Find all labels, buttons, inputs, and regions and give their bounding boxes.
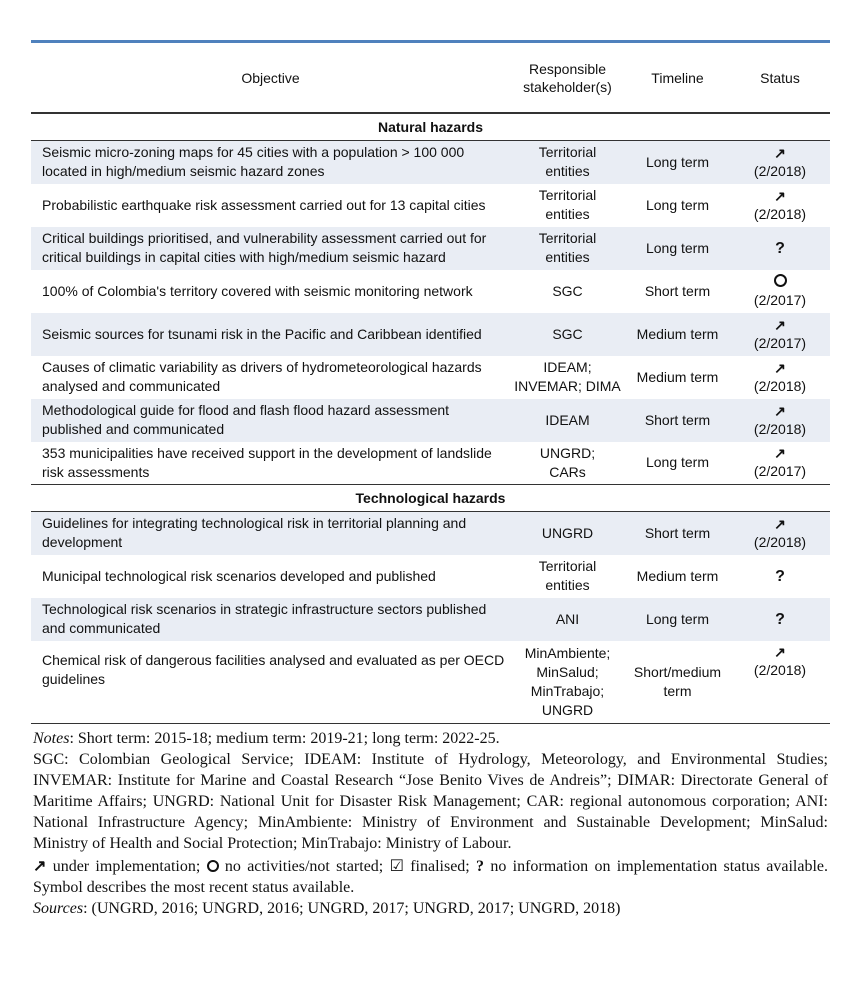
table-row: [31, 555, 830, 598]
status-date: (2/2018): [753, 420, 807, 437]
objective-cell: Technological risk scenarios in strategic infrastructure sectors published and communicated: [31, 598, 510, 641]
arrow-up-right-icon: ↗: [774, 515, 786, 532]
question-icon: ?: [476, 858, 485, 875]
timeline-cell: Short term: [625, 399, 730, 442]
checkbox-checked-icon: ☑: [389, 858, 404, 875]
status-cell: [730, 227, 830, 270]
objective-cell: Seismic sources for tsunami risk in the Pacific and Caribbean identified: [31, 313, 510, 356]
objective-cell: Methodological guide for flood and flash flood hazard assessment published and communicated: [31, 399, 510, 442]
status-cell: [730, 442, 830, 485]
notes-line: Notes: Short term: 2015-18; medium term: 2019-21; long term: 2022-25.: [33, 730, 500, 747]
question-icon: ?: [775, 567, 785, 585]
status-cell: [730, 184, 830, 227]
status-cell: [730, 555, 830, 598]
status-date: (2/2018): [753, 377, 807, 394]
status-cell: [730, 598, 830, 641]
timeline-cell: Short term: [625, 512, 730, 555]
timeline-cell: Medium term: [636, 567, 719, 584]
timeline-cell: Long term: [645, 196, 710, 213]
question-icon: ?: [775, 610, 785, 628]
status-date: (2/2018): [753, 205, 807, 222]
table-row: [31, 399, 830, 442]
arrow-up-right-icon: ↗: [774, 445, 786, 462]
stakeholder-cell: IDEAM: [510, 399, 625, 442]
header-timeline: Timeline: [625, 43, 730, 113]
circle-icon: [207, 860, 219, 872]
objective-cell: Municipal technological risk scenarios developed and published: [42, 567, 436, 584]
arrow-up-right-icon: ↗: [774, 402, 786, 419]
status-date: (2/2017): [753, 292, 807, 308]
objective-cell: Guidelines for integrating technological risk in territorial planning and development: [31, 512, 510, 555]
arrow-up-right-icon: ↗: [33, 858, 47, 875]
table-row: [31, 313, 830, 356]
symbol-legend: ↗ under implementation; no activities/not started; ☑ finalised; ? no information on implementation status available. Symbol describes the most recent status available.: [33, 858, 828, 896]
stakeholder-cell: Territorial entities: [510, 141, 625, 184]
question-icon: ?: [775, 239, 785, 257]
timeline-cell: Medium term: [625, 313, 730, 356]
status-table-container: [31, 40, 830, 724]
table-row: [31, 442, 830, 485]
table-notes: [33, 728, 828, 919]
status-date: (2/2017): [753, 334, 807, 351]
arrow-up-right-icon: ↗: [774, 316, 786, 333]
arrow-up-right-icon: ↗: [774, 643, 786, 660]
section-natural-hazards: [31, 113, 830, 141]
table-row: [31, 356, 830, 399]
timeline-cell: Long term: [625, 141, 730, 184]
stakeholder-cell: SGC: [552, 282, 583, 299]
arrow-up-right-icon: ↗: [774, 359, 786, 376]
objective-cell: 100% of Colombia's territory covered with seismic monitoring network: [42, 282, 473, 299]
table-row: [31, 641, 830, 724]
table-row: [31, 141, 830, 184]
status-cell: [730, 313, 830, 356]
status-date: (2/2018): [753, 162, 807, 179]
section-title: Natural hazards: [31, 113, 830, 141]
abbreviations-note: SGC: Colombian Geological Service; IDEAM: Institute of Hydrology, Meteorology, and Environmental Studies; INVEMAR: Institute for Marine and Coastal Research “Jose Benito Vives de Andreis”; DIMAR: Directorate General of Maritime Affairs; UNGRD: National Unit for Disaster Risk Management; CAR: regional autonomous corporation; ANI: National Infrastructure Agency; MinAmbiente: Ministry of Environment and Sustainable Development; MinSalud: Ministry of Health and Social Protection; MinTrabajo: Ministry of Labour.: [33, 751, 828, 852]
status-cell: [730, 512, 830, 555]
objective-cell: Chemical risk of dangerous facilities analysed and evaluated as per OECD guidelines: [31, 641, 510, 724]
header-objective: Objective: [31, 43, 510, 113]
circle-icon: [774, 274, 787, 287]
sources-line: Sources: (UNGRD, 2016; UNGRD, 2016; UNGRD, 2017; UNGRD, 2017; UNGRD, 2018): [33, 900, 621, 917]
status-cell: [730, 356, 830, 399]
timeline-cell: Short/medium term: [625, 641, 730, 724]
header-stakeholder: Responsible stakeholder(s): [510, 43, 625, 113]
status-cell: [730, 399, 830, 442]
status-cell: [730, 270, 830, 313]
table-row: [31, 270, 830, 313]
timeline-cell: Medium term: [636, 368, 719, 385]
status-cell: [730, 141, 830, 184]
status-date: (2/2017): [753, 463, 807, 480]
status-date: (2/2018): [753, 533, 807, 550]
section-title: Technological hazards: [31, 485, 830, 512]
timeline-cell: Short term: [644, 282, 711, 299]
stakeholder-cell: Territorial entities: [538, 187, 597, 222]
stakeholder-cell: Territorial entities: [510, 227, 625, 270]
table-row: [31, 598, 830, 641]
objective-cell: 353 municipalities have received support in the development of landslide risk assessments: [42, 444, 492, 480]
stakeholder-cell: ANI: [510, 598, 625, 641]
section-technological-hazards: [31, 485, 830, 512]
status-cell: [730, 641, 830, 724]
timeline-cell: Long term: [625, 598, 730, 641]
table-row: [31, 184, 830, 227]
stakeholder-cell: SGC: [510, 313, 625, 356]
objective-cell: Critical buildings prioritised, and vulnerability assessment carried out for critical buildings in capital cities with high/medium seismic hazard: [31, 227, 510, 270]
timeline-cell: Long term: [645, 454, 710, 471]
arrow-up-right-icon: ↗: [774, 144, 786, 161]
table-row: [31, 512, 830, 555]
stakeholder-cell: UNGRD; CARs: [539, 444, 596, 480]
stakeholder-cell: UNGRD: [510, 512, 625, 555]
stakeholder-cell: Territorial entities: [538, 558, 597, 593]
header-status: Status: [730, 43, 830, 113]
arrow-up-right-icon: ↗: [774, 187, 786, 204]
objective-cell: Causes of climatic variability as drivers of hydrometeorological hazards analysed and communicated: [42, 359, 482, 394]
objectives-table: [31, 43, 830, 724]
stakeholder-cell: MinAmbiente; MinSalud; MinTrabajo; UNGRD: [510, 641, 625, 724]
objective-cell: Seismic micro-zoning maps for 45 cities with a population > 100 000 located in high/medium seismic hazard zones: [31, 141, 510, 184]
objective-cell: Probabilistic earthquake risk assessment carried out for 13 capital cities: [42, 196, 486, 213]
status-date: (2/2018): [753, 661, 807, 678]
timeline-cell: Long term: [625, 227, 730, 270]
table-row: [31, 227, 830, 270]
stakeholder-cell: IDEAM; INVEMAR; DIMA: [514, 359, 621, 394]
